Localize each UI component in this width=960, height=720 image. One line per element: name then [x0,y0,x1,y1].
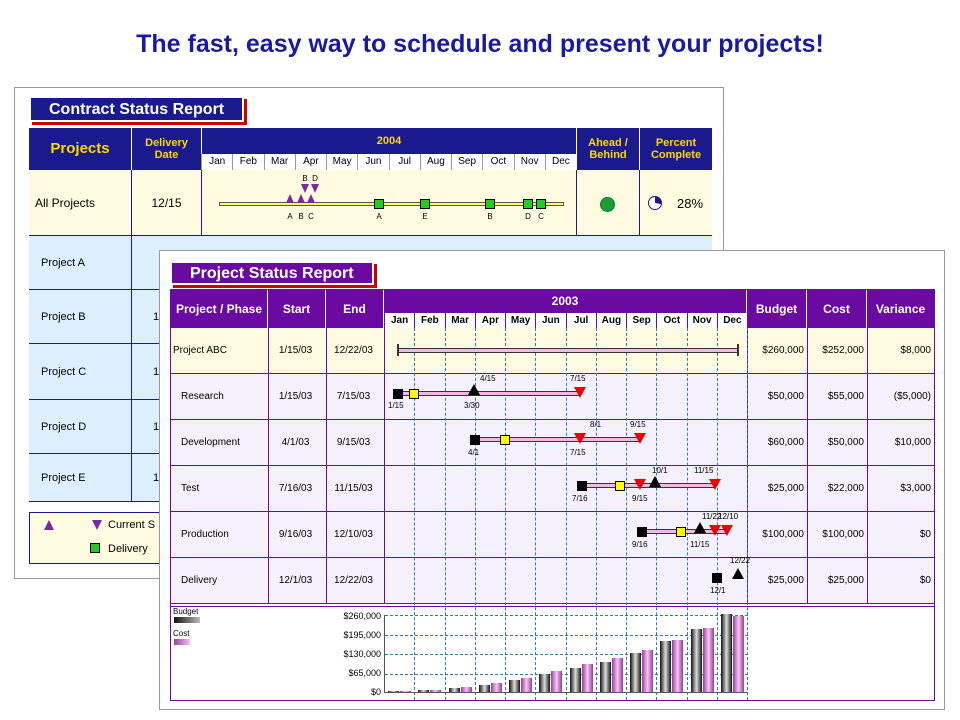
cell-variance: $10,000 [894,437,931,448]
table-row[interactable] [171,466,934,512]
column-divider [747,512,748,557]
row-delivery: 12/15 [131,170,201,236]
cost-bar [733,616,744,692]
cell-end: 12/22/03 [334,575,373,586]
column-divider [747,374,748,419]
column-divider [268,374,269,419]
project-status-window [159,250,945,710]
date-label: 7/16 [572,494,588,503]
month-header: Mar [445,313,475,328]
budget-bar [630,653,641,692]
cell-start: 9/16/03 [278,529,313,540]
budget-bar [721,614,732,692]
month-header: Nov [687,313,717,328]
column-divider [326,558,327,603]
budget-bar [539,674,550,692]
marker-label-bottom: E [422,212,428,221]
y-tick-label: $130,000 [343,649,381,659]
column-divider [867,466,868,511]
column-divider [807,512,808,557]
cell-phase: Research [181,391,224,402]
cell-start: 1/15/03 [278,391,313,402]
budget-bar [418,690,429,692]
cell-cost: $25,000 [827,575,864,586]
cell-budget: $100,000 [762,529,804,540]
cost-bar [430,690,441,692]
delivery-marker-icon [523,199,533,209]
project-report-title: Project Status Report [170,261,374,285]
month-header: Apr [475,313,505,328]
column-divider [807,374,808,419]
month-header: Dec [545,154,576,170]
marker-label-bottom: B [487,212,493,221]
cell-cost: $100,000 [822,529,864,540]
marker-label-bottom: C [308,212,314,221]
month-header: Oct [482,154,513,170]
budget-cost-chart [384,615,747,693]
cell-end: 12/22/03 [334,345,373,356]
cell-variance: $0 [919,529,931,540]
legend-budget: Budget [173,607,199,616]
contract-report-title: Contract Status Report [29,96,244,122]
summary-timeline-bar [219,202,564,206]
y-tick-label: $195,000 [343,630,381,640]
cell-phase: Project ABC [173,345,227,356]
cost-bar [582,664,593,692]
budget-bar [388,691,399,692]
column-divider [807,466,808,511]
cost-swatch-icon [174,639,190,645]
column-divider [384,512,385,557]
budget-bar [479,685,490,693]
table-row[interactable] [171,374,934,420]
row-name: Project E [41,472,86,484]
cell-end: 9/15/03 [336,437,371,448]
date-label: 3/30 [464,401,480,410]
date-label: 4/1 [468,448,480,457]
column-divider [807,558,808,603]
delivery-marker-icon [536,199,546,209]
column-divider [384,466,385,511]
date-label: 9/16 [632,540,648,549]
date-label: 12/1 [710,586,726,595]
col-header-year: 2003 [384,290,747,313]
month-header: Aug [420,154,451,170]
percent-pie-icon [648,196,662,210]
cell-cost: $50,000 [827,437,864,448]
date-label: 9/15 [630,420,646,429]
column-divider [747,558,748,603]
column-divider [867,512,868,557]
marker-label-bottom: B [298,212,304,221]
budget-bar [449,688,460,693]
date-label: 11/15 [690,540,710,549]
col-header-delivery: Delivery Date [131,128,201,170]
month-header: Feb [232,154,263,170]
cell-start: 12/1/03 [278,575,313,586]
marker-label-bottom: C [538,212,544,221]
row-name: Project A [41,257,86,269]
column-divider [807,420,808,465]
cell-phase: Test [181,483,200,494]
row-delivery: 1 [153,472,160,484]
month-header: Jun [535,313,565,328]
month-header: Jul [389,154,420,170]
marker-label-bottom: A [376,212,382,221]
budget-bar [509,680,520,692]
cell-end: 11/15/03 [334,483,373,494]
cost-bar [642,650,653,692]
col-header-variance: Variance [867,290,934,328]
cell-start: 1/15/03 [278,345,313,356]
row-name: All Projects [35,196,96,210]
cell-variance: ($5,000) [893,391,931,402]
column-divider [326,420,327,465]
col-header-year: 2004 [201,128,576,154]
column-divider [326,512,327,557]
cell-variance: $8,000 [900,345,931,356]
row-percent: 28% [677,195,704,211]
cell-budget: $25,000 [767,483,804,494]
budget-swatch-icon [174,617,200,623]
month-header: May [326,154,357,170]
legend-delivery: Delivery [108,543,148,555]
cell-end: 7/15/03 [336,391,371,402]
cost-bar [703,628,714,693]
month-header: Sep [451,154,482,170]
cell-end: 12/10/03 [334,529,373,540]
current-marker-icon [301,184,309,193]
month-header: Jan [384,313,414,328]
cost-bar [672,640,683,693]
legend-current: Current S [108,519,156,531]
cost-bar [400,691,411,692]
current-marker-icon [286,194,294,203]
table-row[interactable] [171,420,934,466]
delivery-marker-icon [420,199,430,209]
column-divider [747,466,748,511]
page-headline: The fast, easy way to schedule and present your projects! [136,30,824,58]
month-header: Jan [201,154,232,170]
row-name: Project C [41,366,87,378]
column-divider [268,420,269,465]
col-header-cost: Cost [807,290,867,328]
column-divider [268,466,269,511]
date-label: 12/22 [730,556,751,565]
current-down-icon [92,520,102,530]
cell-budget: $25,000 [767,575,804,586]
date-label: 4/15 [480,374,496,383]
column-divider [867,374,868,419]
row-delivery: 1 [153,311,160,323]
column-divider [326,374,327,419]
col-header-budget: Budget [747,290,807,328]
current-marker-icon [307,194,315,203]
budget-bar [600,662,611,692]
y-tick-label: $260,000 [343,611,381,621]
marker-label-top: B [302,174,308,183]
cell-cost: $252,000 [822,345,864,356]
current-up-icon [44,520,54,530]
row-delivery: 1 [153,421,160,433]
date-label: 7/15 [570,374,586,383]
col-header-percent: Percent Complete [639,128,712,170]
row-name: Project D [41,421,87,433]
cost-bar [551,671,562,692]
month-header: Oct [656,313,686,328]
column-divider [326,328,327,373]
delivery-marker-icon [374,199,384,209]
chart-gridline [385,615,748,616]
column-divider [326,466,327,511]
cell-start: 7/16/03 [278,483,313,494]
cost-bar [521,678,532,692]
column-divider [867,420,868,465]
month-header: Jun [357,154,388,170]
cell-phase: Delivery [181,575,218,586]
cell-start: 4/1/03 [281,437,310,448]
cost-bar [491,683,502,692]
month-header: Apr [295,154,326,170]
cost-bar [461,687,472,692]
cell-variance: $0 [919,575,931,586]
month-header: May [505,313,535,328]
column-divider [747,420,748,465]
column-divider [747,328,748,373]
date-label: 12/10 [718,512,739,521]
cost-bar [612,658,623,693]
col-header-phase: Project / Phase [171,290,268,328]
cell-budget: $60,000 [767,437,804,448]
legend-cost: Cost [173,629,190,638]
column-divider [867,558,868,603]
table-row[interactable] [29,170,712,236]
date-label: 7/15 [570,448,586,457]
month-header: Sep [626,313,656,328]
row-name: Project B [41,311,86,323]
month-header: Nov [514,154,545,170]
month-header: Aug [596,313,626,328]
table-row[interactable] [171,512,934,558]
column-divider [268,558,269,603]
date-label: 11/15 [694,466,714,475]
budget-bar [660,641,671,692]
col-header-projects: Projects [29,128,131,170]
column-divider [867,328,868,373]
col-header-ahead-behind: Ahead / Behind [576,128,639,170]
cell-budget: $50,000 [767,391,804,402]
column-divider [384,558,385,603]
column-divider [384,374,385,419]
y-tick-label: $0 [370,687,381,697]
y-tick-label: $65,000 [348,668,381,678]
column-divider [268,328,269,373]
column-divider [807,328,808,373]
marker-label-top: D [312,174,318,183]
marker-label-bottom: D [525,212,531,221]
cell-cost: $22,000 [827,483,864,494]
month-header: Feb [414,313,444,328]
row-delivery: 1 [153,366,160,378]
current-marker-icon [311,184,319,193]
cell-variance: $3,000 [900,483,931,494]
delivery-legend-icon [90,543,100,553]
column-divider [384,420,385,465]
date-label: 9/15 [632,494,648,503]
cell-phase: Production [181,529,229,540]
month-header: Mar [264,154,295,170]
marker-label-bottom: A [287,212,293,221]
date-label: 11/22 [702,512,722,521]
month-header: Jul [566,313,596,328]
budget-bar [691,629,702,692]
cell-cost: $55,000 [827,391,864,402]
col-header-start: Start [268,290,326,328]
current-marker-icon [297,194,305,203]
col-header-end: End [326,290,384,328]
cell-budget: $260,000 [762,345,804,356]
date-label: 8/1 [590,420,602,429]
column-divider [268,512,269,557]
table-row[interactable] [171,558,934,604]
column-divider [384,328,385,373]
project-status-table [170,289,935,701]
month-header: Dec [717,313,747,328]
status-indicator [600,197,615,212]
date-label: 1/15 [388,401,404,410]
cell-phase: Development [181,437,240,448]
date-label: 10/1 [652,466,668,475]
budget-chart-area [171,606,934,700]
table-row[interactable] [171,328,934,374]
budget-bar [570,668,581,692]
delivery-marker-icon [485,199,495,209]
